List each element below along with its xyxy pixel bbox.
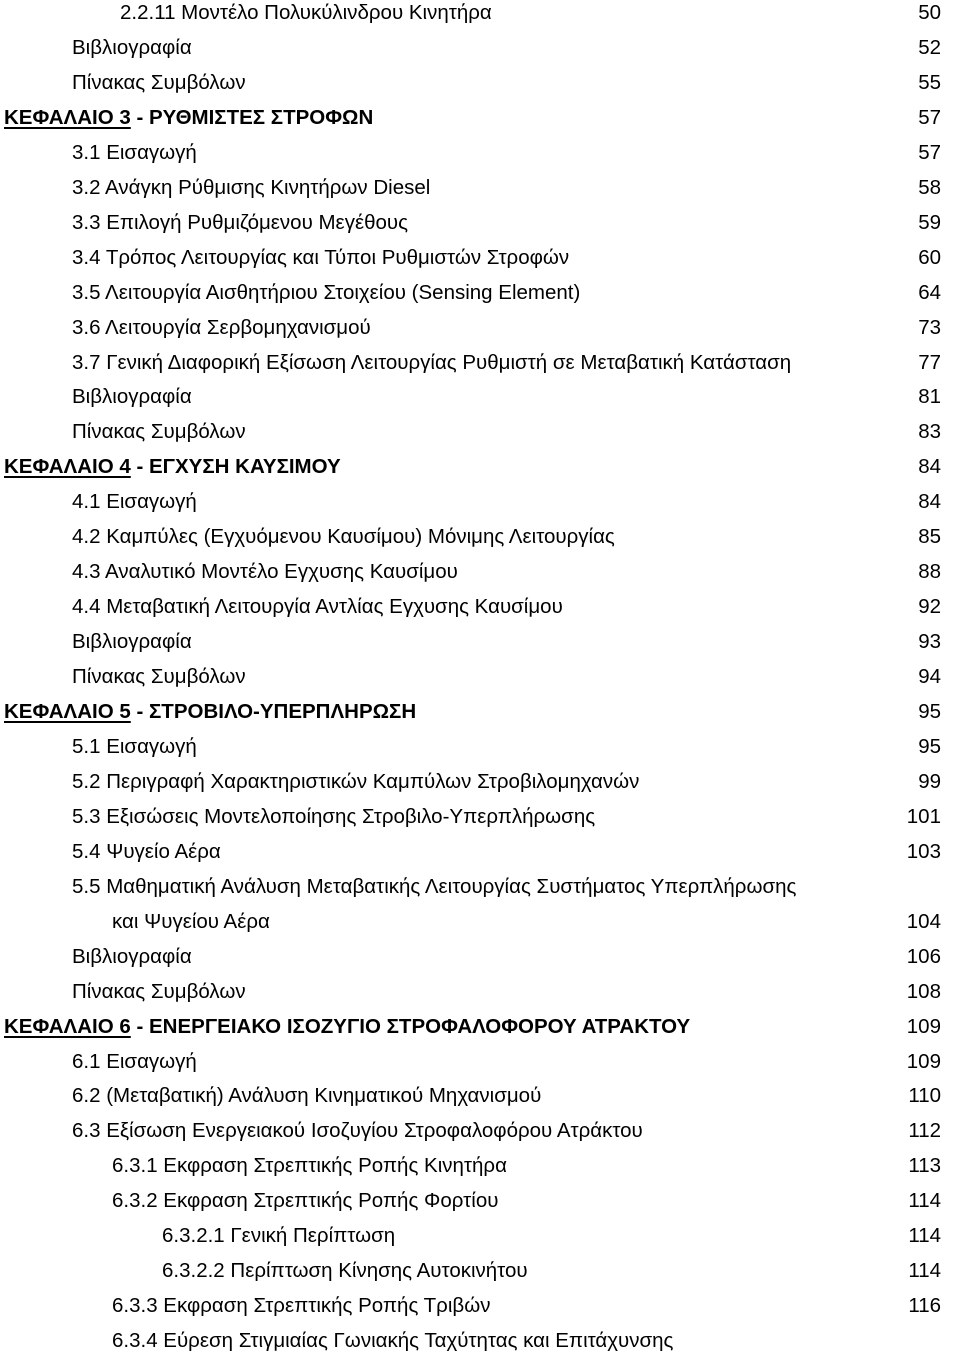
toc-page-number: 103	[906, 839, 941, 863]
toc-entry-row[interactable]	[0, 1289, 960, 1323]
toc-entry-row[interactable]	[0, 136, 960, 170]
toc-entry-title	[4, 101, 373, 135]
toc-entry-row[interactable]	[0, 940, 960, 974]
toc-entry-row[interactable]	[0, 975, 960, 1009]
toc-entry-row[interactable]	[0, 590, 960, 624]
toc-entry-row[interactable]	[0, 1149, 960, 1183]
toc-chapter-row[interactable]	[0, 1010, 960, 1044]
toc-entry-row[interactable]	[0, 905, 960, 939]
toc-entry-title: 5.2 Περιγραφή Χαρακτηριστικών Καμπύλων Στροβιλομηχανών	[72, 769, 640, 793]
toc-entry-title: 5.5 Μαθηματική Ανάλυση Μεταβατικής Λειτουργίας Συστήματος Υπερπλήρωσης	[72, 874, 797, 898]
toc-entry-row[interactable]	[0, 1219, 960, 1253]
toc-entry-row[interactable]	[0, 380, 960, 414]
toc-entry-title: Πίνακας Συμβόλων	[72, 979, 246, 1003]
toc-entry-row[interactable]	[0, 171, 960, 205]
toc-entry-title: 5.4 Ψυγείο Αέρα	[72, 839, 221, 863]
toc-entry-row[interactable]	[0, 415, 960, 449]
toc-page-number: 64	[918, 280, 941, 304]
toc-entry-title: 6.3.1 Εκφραση Στρεπτικής Ροπής Κινητήρα	[112, 1154, 507, 1178]
toc-entry-title	[4, 1010, 690, 1044]
toc-entry-title: 3.3 Επιλογή Ρυθμιζόμενου Μεγέθους	[72, 210, 408, 234]
chapter-number: ΚΕΦΑΛΑΙΟ 4	[4, 455, 131, 479]
chapter-number: ΚΕΦΑΛΑΙΟ 3	[4, 105, 131, 129]
toc-entry-title: 4.1 Εισαγωγή	[72, 490, 197, 514]
chapter-title: - ΡΥΘΜΙΣΤΕΣ ΣΤΡΟΦΩΝ	[130, 105, 374, 129]
toc-page-number: 60	[918, 245, 941, 269]
chapter-title: - ΣΤΡΟΒΙΛΟ-ΥΠΕΡΠΛΗΡΩΣΗ	[130, 700, 417, 723]
toc-entry-row[interactable]	[0, 1045, 960, 1079]
toc-entry-row[interactable]	[0, 835, 960, 869]
toc-page-number: 114	[908, 1224, 941, 1248]
toc-page-number: 57	[918, 140, 941, 164]
toc-entry-row[interactable]	[0, 1114, 960, 1148]
toc-page-number: 108	[906, 979, 941, 1003]
toc-page-number: 85	[918, 525, 941, 549]
toc-page-number: 83	[918, 420, 941, 444]
toc-entry-title: Πίνακας Συμβόλων	[72, 420, 246, 444]
toc-page-number: 114	[908, 1259, 941, 1283]
toc-entry-title: Βιβλιογραφία	[72, 944, 192, 968]
toc-page-number: 57	[918, 105, 941, 129]
toc-entry-title: Βιβλιογραφία	[72, 385, 192, 409]
toc-page-number: 93	[918, 630, 941, 654]
toc-page-number: 94	[918, 665, 941, 689]
toc-entry-title: 2.2.11 Μοντέλο Πολυκύλινδρου Κινητήρα	[120, 1, 492, 24]
toc-page-number: 106	[906, 944, 941, 968]
toc-entry-title	[4, 695, 416, 729]
toc-page-number: 52	[918, 35, 941, 59]
toc-entry-row[interactable]	[0, 1079, 960, 1113]
toc-entry-row[interactable]	[0, 1254, 960, 1288]
toc-page-number: 95	[918, 700, 941, 723]
toc-entry-row[interactable]	[0, 206, 960, 240]
toc-entry-title: 6.3.2 Εκφραση Στρεπτικής Ροπής Φορτίου	[112, 1189, 499, 1213]
toc-page-number: 104	[906, 909, 941, 933]
toc-entry-title: 6.3.2.1 Γενική Περίπτωση	[162, 1224, 396, 1248]
toc-entry-row[interactable]	[0, 520, 960, 554]
toc-entry-title: Πίνακας Συμβόλων	[72, 665, 246, 689]
toc-page-number: 101	[906, 804, 941, 828]
toc-page-number: 112	[908, 1119, 941, 1143]
toc-entry-row[interactable]	[0, 276, 960, 310]
toc-page-number: 116	[908, 1294, 941, 1318]
toc-entry-row[interactable]	[0, 800, 960, 834]
toc-entry-title: 4.4 Μεταβατική Λειτουργία Αντλίας Εγχυσης Καυσίμου	[72, 595, 563, 619]
toc-entry-title: 4.3 Αναλυτικό Μοντέλο Εγχυσης Καυσίμου	[72, 560, 458, 584]
toc-page-number: 50	[918, 1, 941, 24]
toc-page-number: 110	[908, 1084, 941, 1108]
toc-entry-row[interactable]	[0, 241, 960, 275]
toc-entry-title: 3.2 Ανάγκη Ρύθμισης Κινητήρων Diesel	[72, 175, 431, 199]
toc-entry-row[interactable]	[0, 555, 960, 589]
toc-entry-title: 6.3.3 Εκφραση Στρεπτικής Ροπής Τριβών	[112, 1294, 491, 1318]
toc-page-number: 84	[918, 455, 941, 479]
toc-entry-title: 3.6 Λειτουργία Σερβομηχανισμού	[72, 315, 371, 339]
toc-entry-row[interactable]	[0, 730, 960, 764]
toc-page-number: 84	[918, 490, 941, 514]
toc-entry-title: 3.4 Τρόπος Λειτουργίας και Τύποι Ρυθμιστών Στροφών	[72, 245, 570, 269]
toc-chapter-row[interactable]	[0, 450, 960, 484]
toc-page-number: 58	[918, 175, 941, 199]
toc-entry-title: 6.3 Εξίσωση Ενεργειακού Ισοζυγίου Στροφαλοφόρου Ατράκτου	[72, 1119, 643, 1143]
toc-entry-row[interactable]	[0, 1184, 960, 1218]
toc-page-number: 88	[918, 560, 941, 584]
toc-entry-title: 6.3.4 Εύρεση Στιγμιαίας Γωνιακής Ταχύτητας και Επιτάχυνσης	[112, 1329, 674, 1353]
toc-entry-title: 5.1 Εισαγωγή	[72, 734, 197, 758]
toc-entry-row[interactable]	[0, 660, 960, 694]
toc-page-number: 114	[908, 1189, 941, 1213]
toc-entry-title	[4, 450, 341, 484]
toc-chapter-row[interactable]	[0, 695, 960, 729]
chapter-title: - ΕΝΕΡΓΕΙΑΚΟ ΙΣΟΖΥΓΙΟ ΣΤΡΟΦΑΛΟΦΟΡΟΥ ΑΤΡΑΚΤΟΥ	[130, 1014, 691, 1038]
toc-entry-title: 6.1 Εισαγωγή	[72, 1049, 197, 1073]
toc-chapter-row[interactable]	[0, 101, 960, 135]
toc-entry-title: 3.7 Γενική Διαφορική Εξίσωση Λειτουργίας Ρυθμιστή σε Μεταβατική Κατάσταση	[72, 350, 792, 374]
toc-entry-title: 5.3 Εξισώσεις Μοντελοποίησης Στροβιλο-Υπερπλήρωσης	[72, 804, 596, 828]
toc-entry-row[interactable]	[0, 765, 960, 799]
toc-page-number: 95	[918, 734, 941, 758]
chapter-number: ΚΕΦΑΛΑΙΟ 6	[4, 1014, 131, 1038]
toc-entry-title: Βιβλιογραφία	[72, 630, 192, 654]
toc-entry-title: 4.2 Καμπύλες (Εγχυόμενου Καυσίμου) Μόνιμης Λειτουργίας	[72, 525, 615, 549]
chapter-number: ΚΕΦΑΛΑΙΟ 5	[4, 700, 131, 723]
toc-entry-row[interactable]	[0, 346, 960, 380]
toc-entry-title: Πίνακας Συμβόλων	[72, 70, 246, 94]
toc-page-number: 92	[918, 595, 941, 619]
toc-entry-row[interactable]	[0, 311, 960, 345]
toc-entry-title: 6.2 (Μεταβατική) Ανάλυση Κινηματικού Μηχανισμού	[72, 1084, 542, 1108]
toc-page-number: 113	[908, 1154, 941, 1178]
toc-entry-title: Βιβλιογραφία	[72, 35, 192, 59]
toc-entry-row[interactable]	[0, 0, 960, 30]
toc-page-number: 81	[918, 385, 941, 409]
toc-page-number: 77	[918, 350, 941, 374]
toc-entry-title: 3.5 Λειτουργία Αισθητήριου Στοιχείου (Sensing Element)	[72, 280, 581, 304]
toc-page-number: 55	[918, 70, 941, 94]
toc-entry-row[interactable]	[0, 485, 960, 519]
toc-entry-title: και Ψυγείου Αέρα	[112, 909, 270, 933]
toc-entry-row[interactable]	[0, 870, 960, 904]
toc-entry-row[interactable]	[0, 66, 960, 100]
toc-page-number: 73	[918, 315, 941, 339]
toc-entry-row[interactable]	[0, 31, 960, 65]
toc-entry-title: 3.1 Εισαγωγή	[72, 140, 197, 164]
toc-entry-row[interactable]	[0, 1324, 960, 1358]
toc-entry-row[interactable]	[0, 625, 960, 659]
toc-page-number: 109	[906, 1014, 941, 1038]
toc-page-number: 109	[906, 1049, 941, 1073]
chapter-title: - ΕΓΧΥΣΗ ΚΑΥΣΙΜΟΥ	[130, 455, 341, 479]
toc-entry-title: 6.3.2.2 Περίπτωση Κίνησης Αυτοκινήτου	[162, 1259, 528, 1283]
toc-page-number: 99	[918, 769, 941, 793]
toc-page-number: 59	[918, 210, 941, 234]
